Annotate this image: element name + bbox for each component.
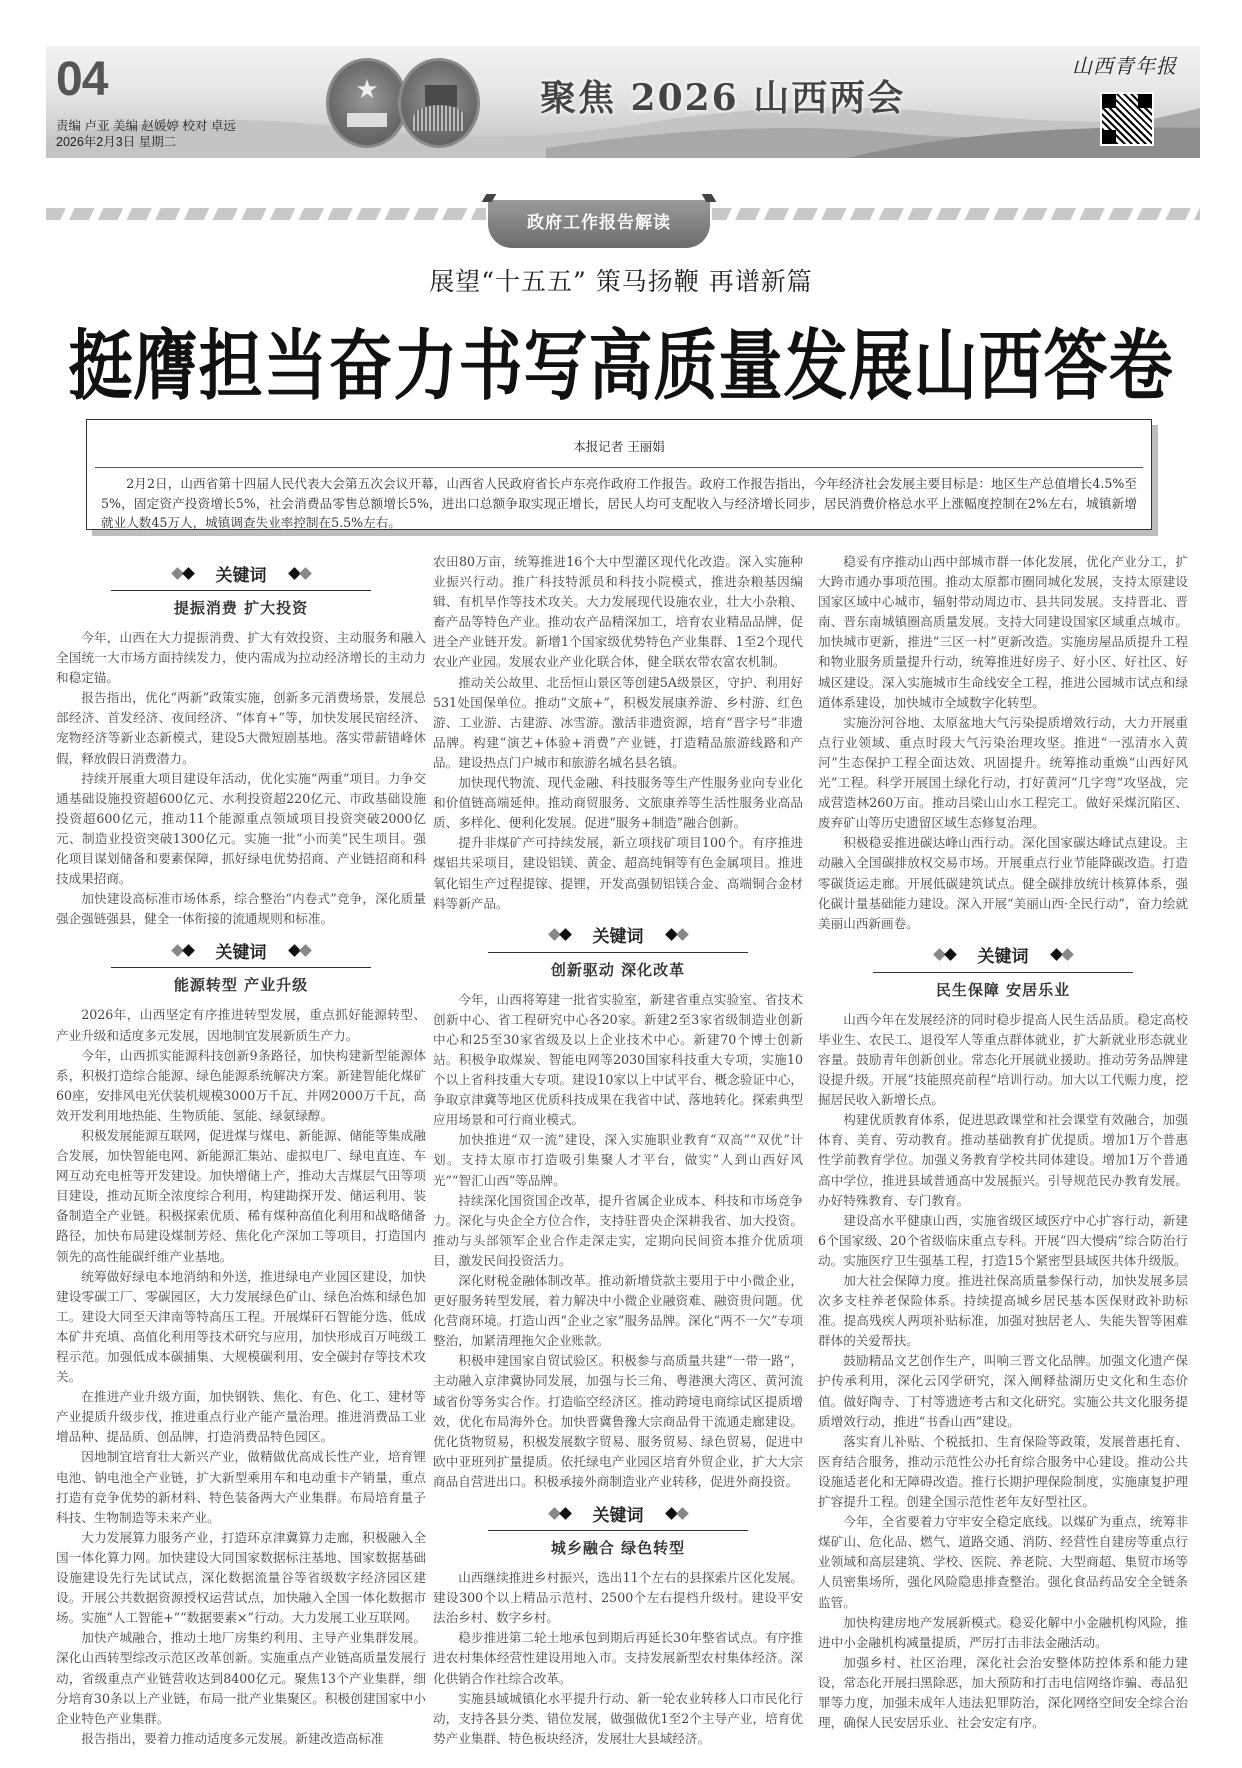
- body-paragraph: 统筹做好绿电本地消纳和外送，推进绿电产业园区建设，加快建设零碳工厂、零碳园区，大力发展绿色矿山、绿色冶炼和绿色加工。建设大同至天津南等特高压工程。开展煤矸石智能分选、低成本矿井充填、高值化利用等技术研究与应用，加快形成百万吨级工程示范。加强低成本碳捕集、大规模碳利用、安全碳封存等技术攻关。: [56, 1268, 426, 1385]
- body-paragraph: 今年，山西抓实能源科技创新9条路径，加快构建新型能源体系，积极打造综合能源、绿色能源系统解决方案。新建智能化煤矿60座，安排风电光伏装机规模3000万千瓦、并网2000万千瓦，高效开发利用地热能、生物质能、氢能、绿氨绿醇。: [56, 1047, 426, 1123]
- body-paragraph: 农田80万亩，统筹推进16个大中型灌区现代化改造。深入实施种业振兴行动。推广科技特派员和科技小院模式，推进杂粮基因编辑、有机旱作等技术攻关。大力发展现代设施农业，壮大小杂粮、畜产品等特色产业。推动农产品精深加工，培育农业精品品牌，促进全产业链开发。新增1个国家级优势特色产业集群、1至2个现代农业产业园。发展农业产业化联合体，健全联农带农富农机制。: [433, 554, 803, 670]
- keyword-topic: 能源转型 产业升级: [173, 976, 309, 995]
- body-paragraph: 实施汾河谷地、太原盆地大气污染提质增效行动，大力开展重点行业领域、重点时段大气污染治理攻坚。推进“一泓清水入黄河”生态保护工程全面达效、巩固提升。统筹推动重焕“山西好风光”工程。科学开展国土绿化行动，打好黄河“几字弯”攻坚战，完成营造林260万亩。推动吕梁山山水工程完工。做好采煤沉陷区、废弃矿山等历史遗留区域生态修复治理。: [818, 714, 1188, 831]
- diamond-ornament-icon: [289, 569, 311, 578]
- keyword-divider: [111, 967, 371, 968]
- diamond-ornament-icon: [172, 946, 194, 955]
- body-paragraph: 稳妥有序推动山西中部城市群一体化发展，优化产业分工，扩大跨市通办事项范围。推动太原都市圈同城化发展，支持太原建设国家区域中心城市，辐射带动周边市、县共同发展。支持晋北、晋南、晋东南城镇圈高质量发展。支持大同建设国家区域重点城市。加快城市更新，推进“三区一村”更新改造。实施房屋品质提升工程和物业服务质量提升行动，统筹推进好房子、好小区、好社区、好城区建设。深入实施城市生命线安全工程，推进公园城市试点和绿道体系建设，加快城市全域数字化转型。: [818, 554, 1188, 710]
- body-paragraph: 山西继续推进乡村振兴，选出11个左右的县探索片区化发展。建设300个以上精品示范村、2500个左右提档升级村。建设平安法治乡村、数字乡村。: [433, 1570, 803, 1626]
- qr-code-icon[interactable]: [1100, 92, 1154, 146]
- decorative-stripes-right: [712, 208, 1200, 220]
- article-column-3: [818, 552, 1188, 1733]
- star-icon: ★: [355, 75, 379, 105]
- article-headline: 挺膺担当奋力书写高质量发展山西答卷: [68, 321, 1174, 412]
- flag-icon: [425, 85, 457, 107]
- rays-icon: [413, 105, 465, 131]
- keyword-heading: [56, 560, 426, 586]
- body-paragraph: 在推进产业升级方面，加快钢铁、焦化、有色、化工、建材等产业提质升级步伐，推进重点行业产能产量治理。推进消费品工业增品种、提品质、创品牌，打造消费品特色园区。: [56, 1389, 426, 1445]
- byline: 本报记者 王丽娟: [573, 439, 665, 454]
- keyword-section-header: [56, 560, 426, 618]
- body-paragraph: 加快产城融合，推动土地厂房集约利用、主导产业集群发展。深化山西转型综改示范区改革创新。实施重点产业链高质量发展行动，省级重点产业链营收达到8400亿元。聚焦13个产业集群，细分培育30条以上产业链，布局一批产业集聚区。积极创建国家中小企业特色产业集群。: [56, 1630, 426, 1726]
- keyword-label: 关键词: [215, 942, 267, 963]
- body-paragraph: 提升非煤矿产可持续发展，新立项找矿项目100个。有序推进煤铝共采项目，建设铝镁、黄金、超高纯铜等有色金属项目。推进氧化铝生产过程提镓、提锂，开发高强韧铝镁合金、高端铜合金材料等新产品。: [433, 835, 803, 911]
- credits-line: 责编 卢亚 美编 赵媛婷 校对 卓远: [56, 119, 236, 133]
- body-paragraph: 报告指出，优化“两新”政策实施，创新多元消费场景，发展总部经济、首发经济、夜间经济、“体育+”等，加快发展民宿经济、宠物经济等新业态新模式，建设5大微短剧基地。落实带薪错峰休假，释放假日消费潜力。: [56, 690, 426, 766]
- keyword-topic: 提振消费 扩大投资: [173, 599, 309, 617]
- body-paragraph: 加快现代物流、现代金融、科技服务等生产性服务业向专业化和价值链高端延伸。推动商贸服务、文旅康养等生活性服务业高品质、多样化、便利化发展。促进“服务+制造”融合创新。: [433, 775, 803, 831]
- body-paragraph: 建设高水平健康山西，实施省级区域医疗中心扩容行动，新建6个国家级、20个省级临床重点专科。开展“四大慢病”综合防治行动。实施医疗卫生强基工程，打造15个紧密型县域医共体升级版。: [818, 1212, 1188, 1268]
- body-paragraph: 持续开展重大项目建设年活动，优化实施“两重”项目。力争交通基础设施投资超600亿元、水利投资超220亿元、市政基础设施投资超600亿元，推动11个能源重点领域项目投资突破2000亿元、制造业投资突破1300亿元。实施一批“小而美”民生项目。强化项目谋划储备和要素保障，抓好绿电优势招商、产业链招商和科技成果招商。: [56, 770, 426, 887]
- cppcc-emblem-icon: [398, 58, 480, 148]
- diamond-ornament-icon: [549, 1509, 571, 1518]
- editor-credits: [56, 118, 236, 150]
- body-paragraph: 实施县域城镇化水平提升行动、新一轮农业转移人口市民化行动，支持各县分类、错位发展，做强做优1至2个主导产业，培育优势产业集群、特色板块经济，发展壮大县域经济。: [433, 1690, 803, 1746]
- diamond-ornament-icon: [666, 930, 688, 939]
- body-paragraph: 加快建设高标准市场体系，综合整治“内卷式”竞争，深化质量强企强链强县，健全一体衔接的流通规则和标准。: [56, 891, 426, 927]
- newspaper-masthead: 山西青年报: [1072, 54, 1177, 78]
- body-paragraph: 大力发展算力服务产业，打造环京津冀算力走廊，积极融入全国一体化算力网。加快建设大同国家数据标注基地、国家数据基础设施建设先行先试试点，深化数据流量谷等省级数字经济园区建设。开展公共数据资源授权运营试点，加快融入全国一体化数据市场。实施“人工智能+”“数据要素×”行动。大力发展工业互联网。: [56, 1529, 426, 1626]
- diamond-ornament-icon: [666, 1509, 688, 1518]
- keyword-heading: [56, 937, 426, 963]
- body-paragraph: 因地制宜培育壮大新兴产业，做精做优高成长性产业，培育锂电池、钠电池全产业链，扩大新型乘用车和电动重卡产销量，重点打造有竞争优势的新材料、特色装备两大产业集群。布局培育量子科技、生物制造等未来产业。: [56, 1449, 426, 1525]
- body-paragraph: 今年，山西在大力提振消费、扩大有效投资、主动服务和融入全国统一大市场方面持续发力，使内需成为拉动经济增长的主动力和稳定锚。: [56, 630, 426, 686]
- gate-icon: [347, 113, 387, 127]
- body-paragraph: 积极稳妥推进碳达峰山西行动。深化国家碳达峰试点建设。主动融入全国碳排放权交易市场。开展重点行业节能降碳改造。打造零碳货运走廊。开展低碳建筑试点。健全碳排放统计核算体系，强化碳计量基础能力建设。深入开展“美丽山西·全民行动”，奋力绘就美丽山西新画卷。: [818, 835, 1188, 931]
- article-column-1: [56, 552, 426, 1749]
- body-paragraph: 加强乡村、社区治理，深化社会治安整体防控体系和能力建设，常态化开展扫黑除恶，加大预防和打击电信网络诈骗、毒品犯罪等力度，加强未成年人违法犯罪防治，深化网络空间安全综合治理，确保人民安居乐业、社会安定有序。: [818, 1654, 1188, 1731]
- keyword-label: 关键词: [592, 927, 644, 948]
- body-paragraph: 今年，山西将筹建一批省实验室，新建省重点实验室、省技术创新中心、省工程研究中心各20家。新建2至3家省级制造业创新中心和25至30家省级及以上企业技术中心。新建70个博士创新站。积极争取煤炭、智能电网等2030国家科技重大专项，实施10个以上省科技重大专项。建设10家以上中试平台、概念验证中心，争取京津冀等地区优质科技成果在我省中试、落地转化。探索典型应用场景和可行商业模式。: [433, 991, 803, 1128]
- keyword-divider: [488, 952, 748, 953]
- diamond-ornament-icon: [172, 569, 194, 578]
- keyword-section-header: [433, 922, 803, 980]
- body-paragraph: 2026年，山西坚定有序推进转型发展，重点抓好能源转型、产业升级和适度多元发展，因地制宜发展新质生产力。: [56, 1007, 426, 1043]
- body-paragraph: 加快构建房地产发展新模式。稳妥化解中小金融机构风险，推进中小金融机构减量提质，严厉打击非法金融活动。: [818, 1614, 1188, 1650]
- body-paragraph: 深化财税金融体制改革。推动新增贷款主要用于中小微企业，更好服务转型发展，着力解决中小微企业融资难、融资贵问题。优化营商环境。打造山西“企业之家”服务品牌。深化“两不一欠”专项整治，加紧清理拖欠企业账款。: [433, 1273, 803, 1349]
- keyword-heading: [818, 942, 1188, 968]
- keyword-section-header: [433, 1500, 803, 1558]
- diamond-ornament-icon: [1051, 950, 1073, 959]
- keyword-topic: 城乡融合 绿色转型: [550, 1539, 686, 1558]
- keyword-label: 关键词: [592, 1505, 644, 1526]
- keyword-section-header: [56, 937, 426, 995]
- diamond-ornament-icon: [934, 950, 956, 959]
- page-number: 04: [56, 53, 108, 106]
- body-paragraph: 稳步推进第二轮土地承包到期后再延长30年整省试点。有序推进农村集体经营性建设用地入市。支持发展新型农村集体经济。深化供销合作社综合改革。: [433, 1630, 803, 1686]
- body-paragraph: 鼓励精品文艺创作生产，叫响三晋文化品牌。加强文化遗产保护传承利用，深化云冈学研究，深入阐释盐湖历史文化和生态价值。做好陶寺、丁村等遗迹考古和文化研究。实施公共文化服务提质增效行动，推进“书香山西”建设。: [818, 1353, 1188, 1429]
- body-paragraph: 加快推进“双一流”建设，深入实施职业教育“双高”“双优”计划。支持太原市打造吸引集聚人才平台，做实“人到山西好风光”“智汇山西”等品牌。: [433, 1132, 803, 1188]
- keyword-topic: 民生保障 安居乐业: [935, 980, 1071, 999]
- keyword-divider: [873, 972, 1133, 973]
- body-paragraph: 构建优质教育体系，促进思政课堂和社会课堂有效融合，加强体育、美育、劳动教育。推动基础教育扩优提质。增加1万个普惠性学前教育学位。加强义务教育学校共同体建设。增加1万个普通高中学位，推进县域普通高中发展振兴。引导规范民办教育发展。办好特殊教育、专门教育。: [818, 1112, 1188, 1208]
- section-ribbon: 政府工作报告解读: [488, 200, 710, 248]
- body-paragraph: 持续深化国资国企改革，提升省属企业成本、科技和市场竞争力。深化与央企全方位合作，支持驻晋央企深耕我省、加大投资。推动与头部领军企业合作走深走实，定期向民间资本推介优质项目，激发民间投资活力。: [433, 1192, 803, 1268]
- body-paragraph: 报告指出，要着力推动适度多元发展。新建改造高标准: [81, 1730, 384, 1746]
- body-paragraph: 山西今年在发展经济的同时稳步提高人民生活品质。稳定高校毕业生、农民工、退役军人等重点群体就业，扩大新就业形态就业容量。鼓励青年创新创业。常态化开展就业援助。推动劳务品牌建设提升级。开展“技能照亮前程”培训行动。加大以工代赈力度，挖掘居民收入新增长点。: [818, 1011, 1188, 1108]
- body-paragraph: 推动关公故里、北岳恒山景区等创建5A级景区，守护、利用好531处国保单位。推动“文旅+”，积极发展康养游、乡村游、红色游、工业游、古建游、冰雪游。激活非遗资源，培育“晋字号”非遗品牌。构建“演艺+体验+消费”产业链，打造精品旅游线路和产品。建设热点门户城市和旅游名城名县名镇。: [433, 674, 803, 770]
- lead-paragraph: 2月2日，山西省第十四届人民代表大会第五次会议开幕，山西省人民政府省长卢东亮作政府工作报告。政府工作报告指出，今年经济社会发展主要目标是：地区生产总值增长4.5%至5%，固定资产投资增长5%，社会消费品零售总额增长5%，进出口总额争取实现正增长，居民人均可支配收入与经济增长同步，居民消费价格总水平上涨幅度控制在2%左右，城镇新增就业人数45万人，城镇调查失业率控制在5.5%左右。: [101, 476, 1137, 530]
- article-subtitle: 展望“十五五” 策马扬鞭 再谱新篇: [429, 267, 813, 296]
- keyword-heading: [433, 922, 803, 948]
- body-paragraph: 积极发展能源互联网，促进煤与煤电、新能源、储能等集成融合发展，加快智能电网、新能源汇集站、虚拟电厂、绿电直连、车网互动充电桩等开发建设。加快增储上产，推动大吉煤层气田等项目建设，推动瓦斯全浓度综合利用，构建勘探开发、储运利用、装备制造全产业链。积极探索优质、稀有煤种高值化利用和战略储备路径，加快布局建设煤制芳烃、焦化化产深加工等项目，打造国内领先的高性能碳纤维产业基地。: [56, 1127, 426, 1264]
- qr-pattern: [1102, 94, 1152, 144]
- keyword-section-header: [818, 942, 1188, 1000]
- keyword-label: 关键词: [215, 565, 267, 586]
- article-column-2: [433, 552, 803, 1749]
- body-paragraph: 加大社会保障力度。推进社保高质量参保行动，加快发展多层次多支柱养老保险体系。持续提高城乡居民基本医保财政补助标准。提高残疾人两项补贴标准，加强对独居老人、失能失智等困难群体的关爱帮扶。: [818, 1273, 1188, 1349]
- decorative-stripes-left: [46, 208, 486, 220]
- lead-divider: [95, 467, 1143, 468]
- body-paragraph: 今年，全省要着力守牢安全稳定底线。以煤矿为重点，统筹非煤矿山、危化品、燃气、道路交通、消防、经营性自建房等重点行业领域和高层建筑、学校、医院、养老院、大型商超、集贸市场等人员密集场所，强化风险隐患排查整治。强化食品药品安全全链条监管。: [818, 1514, 1188, 1610]
- diamond-ornament-icon: [549, 930, 571, 939]
- keyword-divider: [111, 590, 371, 591]
- keyword-divider: [488, 1530, 748, 1531]
- keyword-label: 关键词: [977, 947, 1029, 968]
- national-emblem-icon: [326, 58, 408, 148]
- body-paragraph: 落实育儿补贴、个税抵扣、生育保险等政策，发展普惠托育、医育结合服务，推动示范性公办托育综合服务中心建设。推动公共设施适老化和无障碍改造。推行长期护理保险制度，实施康复护理扩容提升工程。创建全国示范性老年友好型社区。: [818, 1433, 1188, 1510]
- banner-title: 聚焦 2026 山西两会: [540, 77, 906, 119]
- lead-box: [86, 419, 1152, 530]
- keyword-topic: 创新驱动 深化改革: [550, 960, 686, 979]
- keyword-heading: [433, 1500, 803, 1526]
- body-paragraph: 积极申建国家自贸试验区。积极参与高质量共建“一带一路”，主动融入京津冀协同发展，加强与长三角、粤港澳大湾区、黄河流域省份等务实合作。打造临空经济区。推动跨境电商综试区提质增效，优化布局海外仓。加快晋冀鲁豫大宗商品骨干流通走廊建设。优化货物贸易，积极发展数字贸易、服务贸易、绿色贸易，促进中欧中亚班列扩量提质。依托绿电产业园区培育外贸企业，扩大大宗商品自营进出口。积极承接外商制造业产业转移，促进外商投资。: [433, 1353, 803, 1489]
- diamond-ornament-icon: [289, 946, 311, 955]
- issue-date: 2026年2月3日 星期二: [56, 135, 177, 149]
